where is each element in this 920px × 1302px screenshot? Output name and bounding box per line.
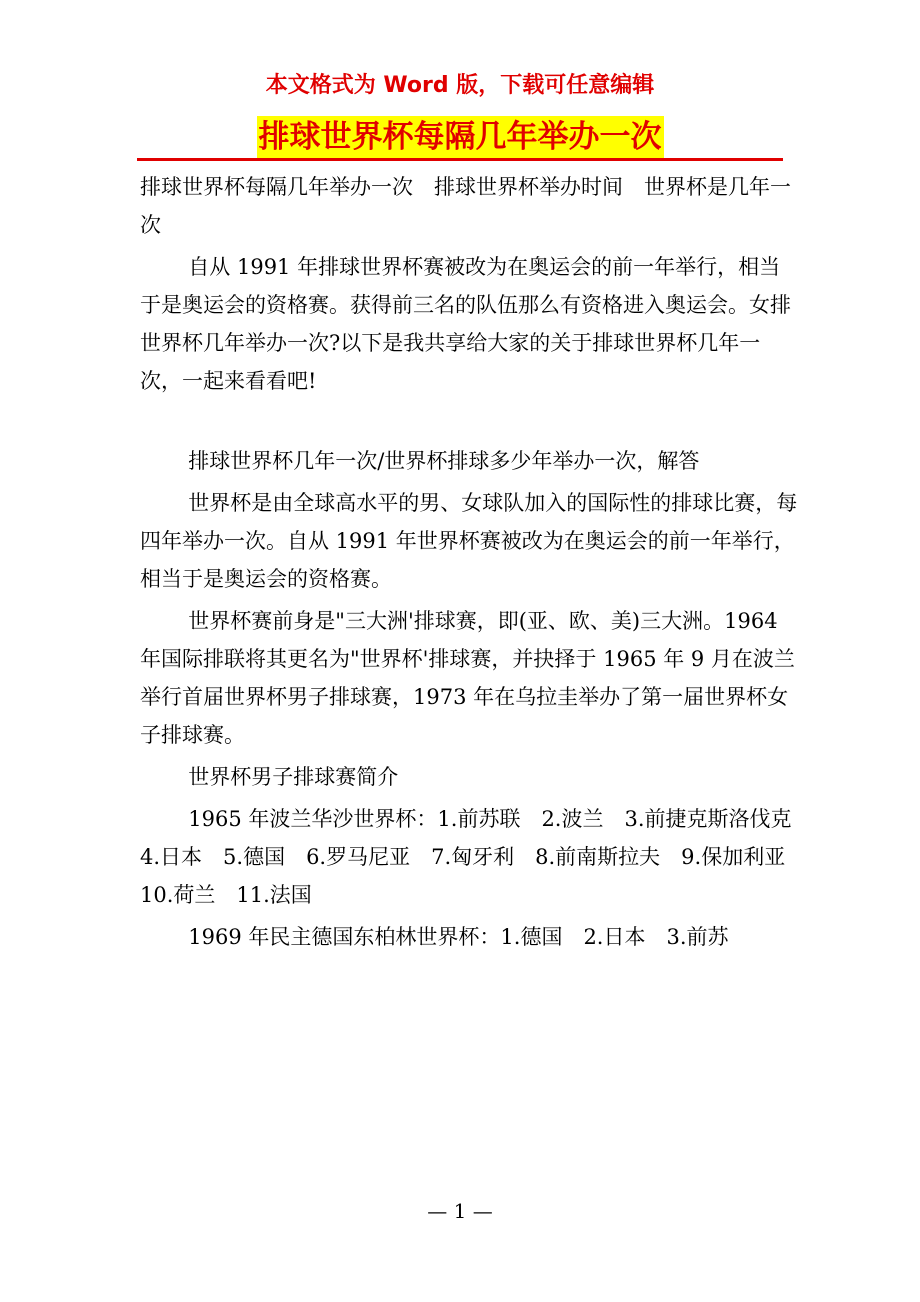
men-section-heading: 世界杯男子排球赛简介 <box>188 765 399 789</box>
blank-line <box>140 400 800 438</box>
world-cup-history: 世界杯赛前身是"三大洲'排球赛，即(亚、欧、美)三大洲。1964 年国际排联将其更名为"世界杯'排球赛，并抉择于 1965 年 9 月在波兰举行首届世界杯男子排球赛，1973 年在乌拉圭举办了第一届世界杯女子排球赛。 <box>140 609 795 747</box>
document-title: 排球世界杯每隔几年举办一次 <box>257 116 664 158</box>
answer-heading: 排球世界杯几年一次/世界杯排球多少年举办一次，解答 <box>188 449 700 473</box>
title-divider <box>137 158 783 161</box>
document-body <box>140 168 813 956</box>
result-1965: 1965 年波兰华沙世界杯：1.前苏联 2.波兰 3.前捷克斯洛伐克 4.日本 5.德国 6.罗马尼亚 7.匈牙利 8.前南斯拉夫 9.保加利亚 10.荷兰 11.法国 <box>140 807 813 907</box>
intro-paragraph: 自从 1991 年排球世界杯赛被改为在奥运会的前一年举行，相当于是奥运会的资格赛。获得前三名的队伍那么有资格进入奥运会。女排世界杯几年举办一次?以下是我共享给大家的关于排球世界杯几年一次，一起来看看吧! <box>140 255 791 393</box>
world-cup-description: 世界杯是由全球高水平的男、女球队加入的国际性的排球比赛，每四年举办一次。自从 1991 年世界杯赛被改为在奥运会的前一年举行，相当于是奥运会的资格赛。 <box>140 491 798 591</box>
result-1969: 1969 年民主德国东柏林世界杯：1.德国 2.日本 3.前苏 <box>188 925 729 949</box>
format-notice: 本文格式为 Word 版，下载可任意编辑 <box>265 73 655 98</box>
page-number: — 1 — <box>427 1199 493 1223</box>
title-container <box>0 116 920 158</box>
keywords-paragraph: 排球世界杯每隔几年举办一次 排球世界杯举办时间 世界杯是几年一次 <box>140 175 791 237</box>
